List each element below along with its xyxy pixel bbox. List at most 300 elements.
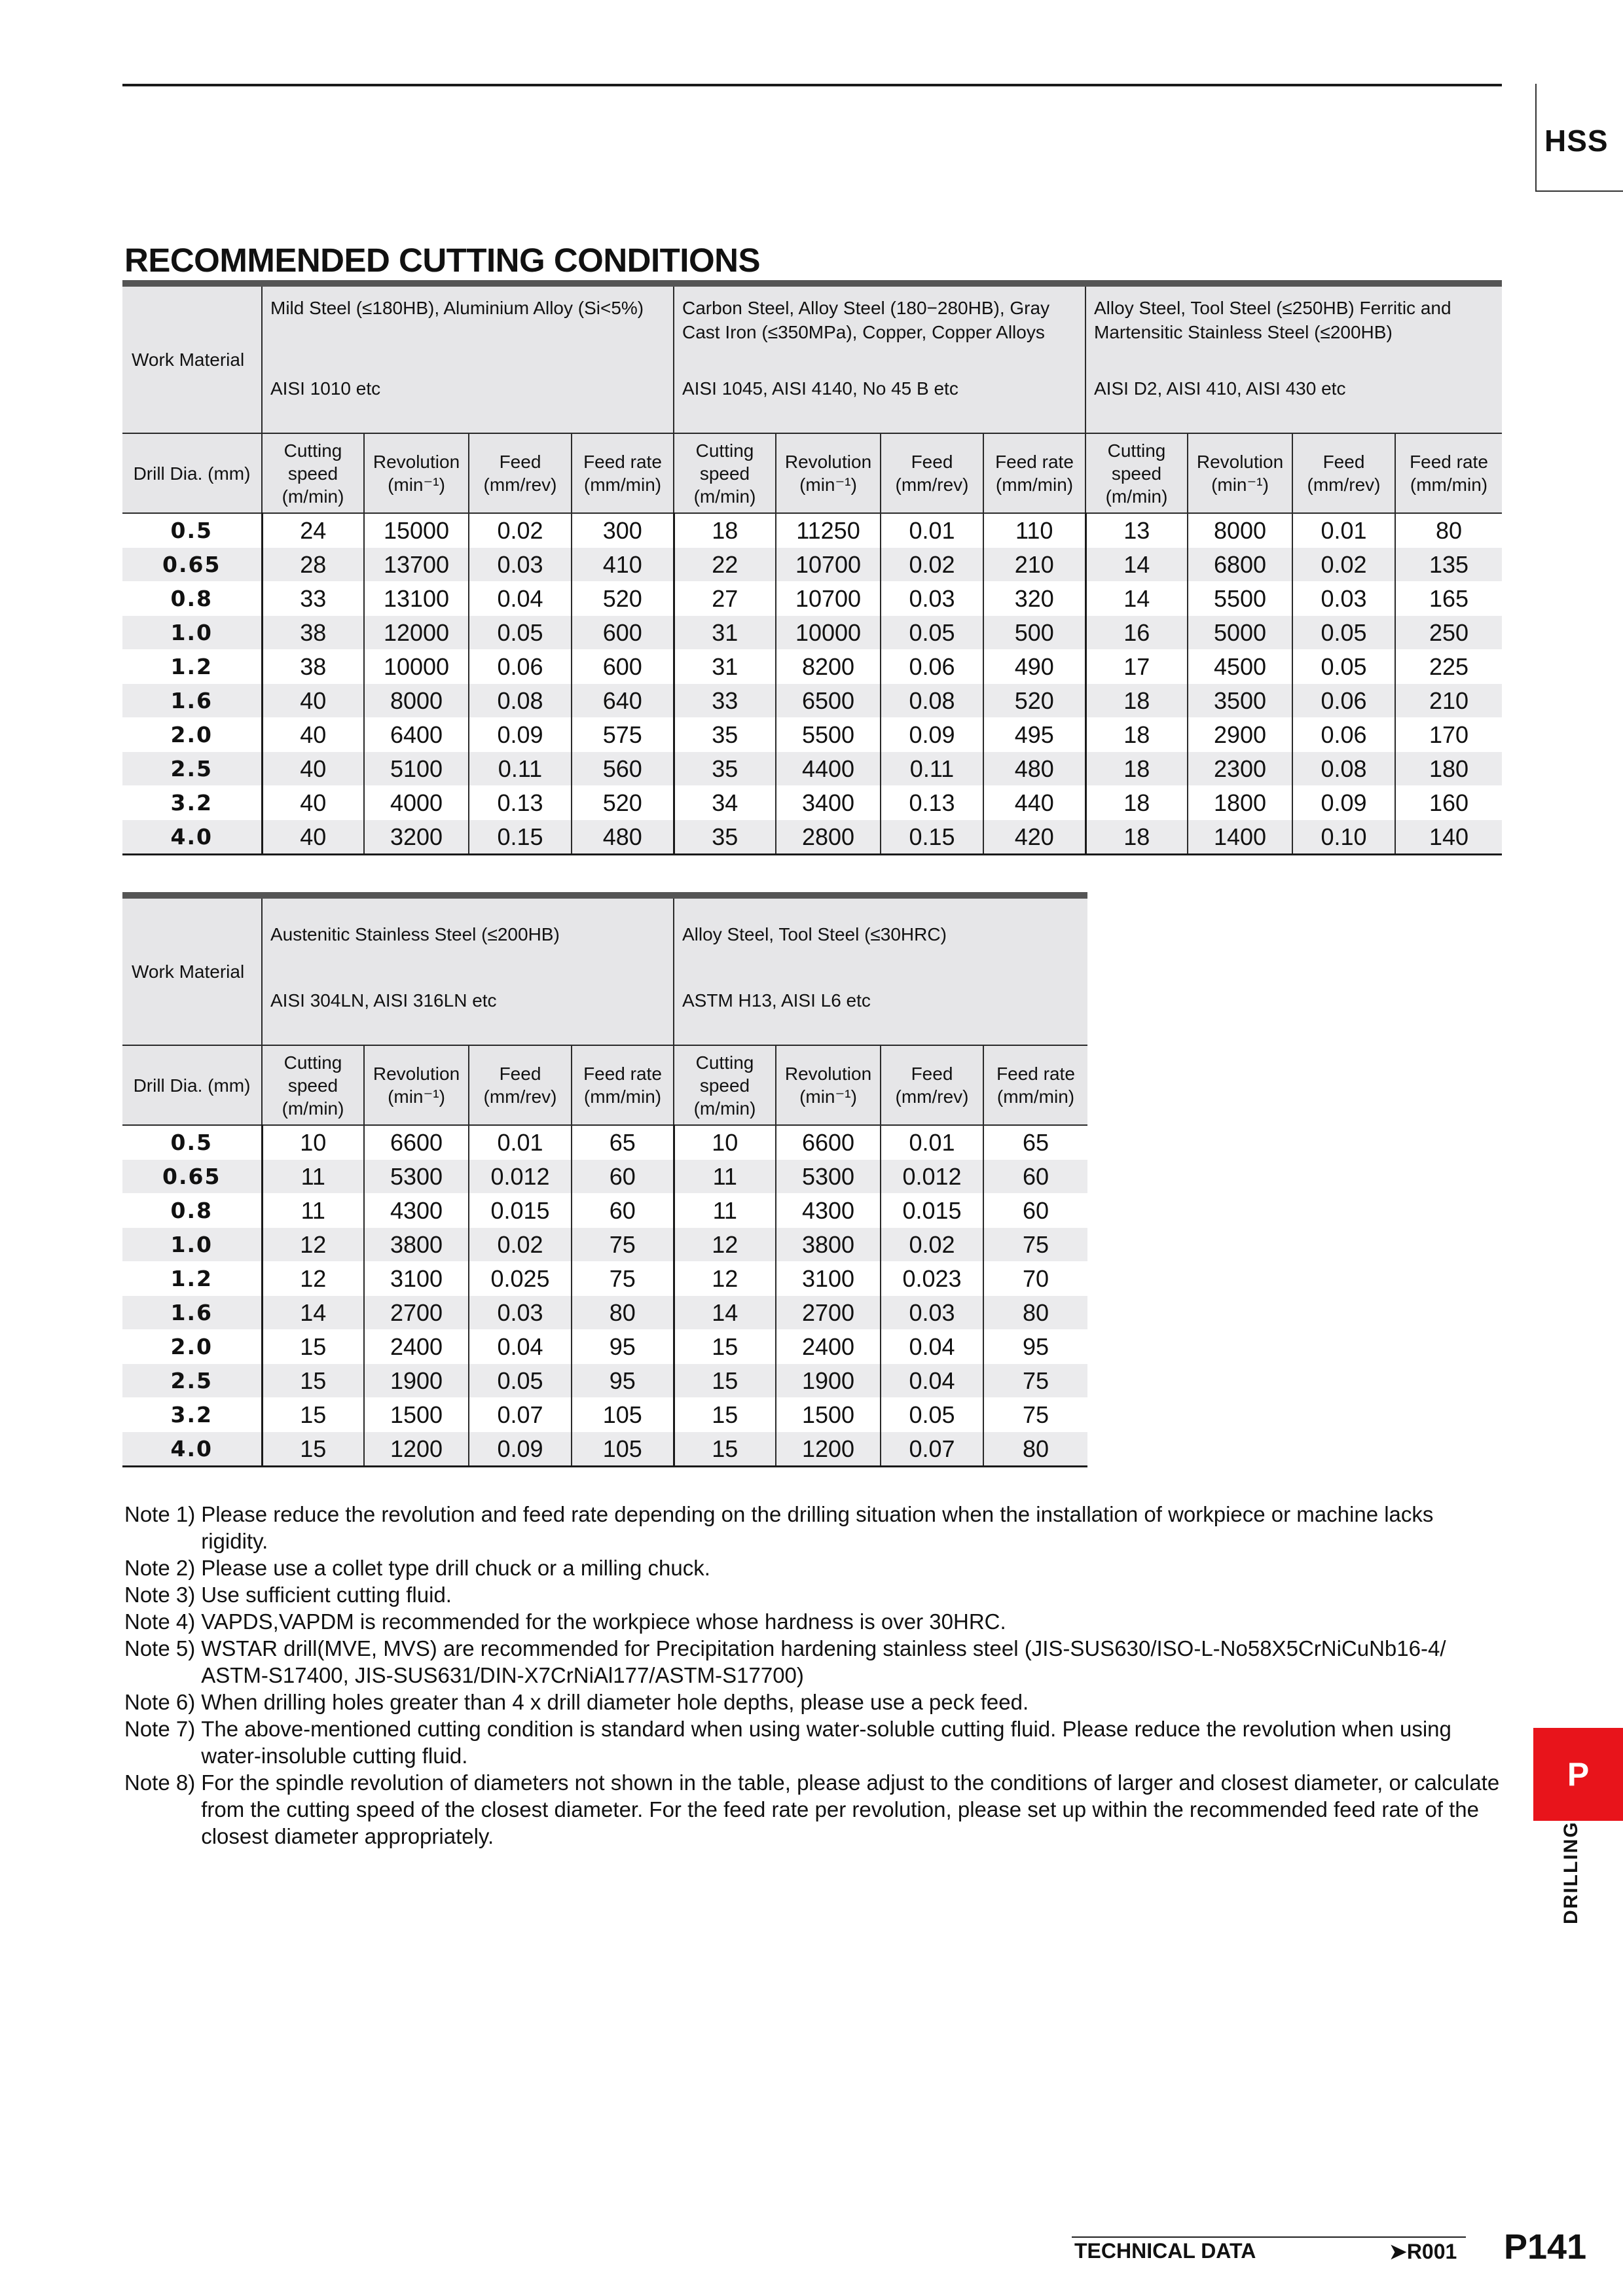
value-cell: 15 <box>262 1432 364 1467</box>
value-cell: 0.05 <box>881 1398 983 1432</box>
value-cell: 210 <box>983 548 1085 582</box>
material-cell <box>674 283 1085 433</box>
value-cell: 0.08 <box>1292 752 1395 786</box>
value-cell: 95 <box>983 1330 1087 1364</box>
note-item <box>124 1608 1506 1635</box>
value-cell: 75 <box>572 1228 674 1262</box>
value-cell: 0.05 <box>469 616 572 650</box>
value-cell: 170 <box>1395 718 1502 752</box>
cutting-conditions-table-2 <box>122 892 1087 1467</box>
value-cell: 10000 <box>776 616 881 650</box>
value-cell: 2400 <box>776 1330 881 1364</box>
value-cell: 4500 <box>1188 650 1292 684</box>
value-cell: 18 <box>1085 684 1188 718</box>
value-cell: 4300 <box>364 1194 469 1228</box>
value-cell: 40 <box>262 752 364 786</box>
value-cell: 12 <box>674 1228 776 1262</box>
material-name: Carbon Steel, Alloy Steel (180−280HB), Gray Cast Iron (≤350MPa), Copper, Copper Alloys <box>682 298 1050 342</box>
value-cell: 38 <box>262 616 364 650</box>
value-cell: 75 <box>983 1228 1087 1262</box>
table-row <box>122 1330 1087 1364</box>
feed-rate-header: Feed rate (mm/min) <box>1395 433 1502 513</box>
hss-side-tab <box>1535 84 1623 192</box>
value-cell: 165 <box>1395 582 1502 616</box>
value-cell: 31 <box>674 650 776 684</box>
value-cell: 80 <box>572 1296 674 1330</box>
value-cell: 0.04 <box>881 1364 983 1398</box>
cutting-conditions-table-1 <box>122 280 1502 855</box>
feed-header: Feed (mm/rev) <box>1292 433 1395 513</box>
revolution-header: Revolution (min⁻¹) <box>1188 433 1292 513</box>
value-cell: 8000 <box>1188 513 1292 548</box>
drill-dia-cell: 3.2 <box>122 786 262 820</box>
feed-rate-header: Feed rate (mm/min) <box>572 433 674 513</box>
drill-dia-cell: 2.0 <box>122 718 262 752</box>
material-grades: AISI 304LN, AISI 316LN etc <box>270 990 497 1011</box>
drill-dia-cell: 1.6 <box>122 684 262 718</box>
value-cell: 10000 <box>364 650 469 684</box>
value-cell: 1200 <box>364 1432 469 1467</box>
value-cell: 5000 <box>1188 616 1292 650</box>
table-row <box>122 1262 1087 1296</box>
note-number: Note 3) <box>124 1583 196 1607</box>
value-cell: 80 <box>1395 513 1502 548</box>
value-cell: 16 <box>1085 616 1188 650</box>
feed-header: Feed (mm/rev) <box>881 433 983 513</box>
cutting-speed-header: Cutting speed (m/min) <box>1085 433 1188 513</box>
table-row <box>122 684 1502 718</box>
material-cell <box>262 283 674 433</box>
value-cell: 18 <box>1085 786 1188 820</box>
value-cell: 14 <box>1085 548 1188 582</box>
drill-dia-cell: 1.2 <box>122 1262 262 1296</box>
note-item <box>124 1715 1506 1769</box>
cutting-speed-header: Cutting speed (m/min) <box>674 433 776 513</box>
table-row <box>122 1432 1087 1467</box>
value-cell: 300 <box>572 513 674 548</box>
cutting-speed-header: Cutting speed (m/min) <box>674 1045 776 1125</box>
value-cell: 75 <box>983 1398 1087 1432</box>
value-cell: 0.01 <box>881 513 983 548</box>
value-cell: 4400 <box>776 752 881 786</box>
note-text: For the spindle revolution of diameters not shown in the table, please adjust to the conditions of larger and closest diameter, or calculate from the cutting speed of the closest diameter. For the feed rate per revolution, please set up within the recommended feed rate of the closest diameter appropriately. <box>201 1770 1500 1848</box>
value-cell: 560 <box>572 752 674 786</box>
value-cell: 480 <box>572 820 674 855</box>
value-cell: 0.09 <box>881 718 983 752</box>
value-cell: 5500 <box>776 718 881 752</box>
value-cell: 0.15 <box>881 820 983 855</box>
table-row <box>122 718 1502 752</box>
drill-dia-cell: 0.65 <box>122 548 262 582</box>
value-cell: 2900 <box>1188 718 1292 752</box>
value-cell: 0.09 <box>469 1432 572 1467</box>
drill-dia-cell: 2.0 <box>122 1330 262 1364</box>
value-cell: 0.02 <box>469 513 572 548</box>
arrow-icon: ➤ <box>1389 2240 1407 2263</box>
value-cell: 0.03 <box>469 1296 572 1330</box>
value-cell: 70 <box>983 1262 1087 1296</box>
value-cell: 2700 <box>364 1296 469 1330</box>
value-cell: 60 <box>983 1194 1087 1228</box>
note-number: Note 6) <box>124 1690 196 1714</box>
value-cell: 135 <box>1395 548 1502 582</box>
table-row <box>122 1364 1087 1398</box>
value-cell: 17 <box>1085 650 1188 684</box>
value-cell: 0.023 <box>881 1262 983 1296</box>
value-cell: 1400 <box>1188 820 1292 855</box>
value-cell: 95 <box>572 1330 674 1364</box>
value-cell: 3800 <box>364 1228 469 1262</box>
value-cell: 0.13 <box>469 786 572 820</box>
hss-tab-label: HSS <box>1544 124 1609 158</box>
note-text: When drilling holes greater than 4 x drill diameter hole depths, please use a peck feed. <box>201 1690 1029 1714</box>
value-cell: 5500 <box>1188 582 1292 616</box>
value-cell: 105 <box>572 1432 674 1467</box>
value-cell: 0.11 <box>469 752 572 786</box>
section-letter: P <box>1567 1756 1590 1793</box>
value-cell: 2700 <box>776 1296 881 1330</box>
value-cell: 0.01 <box>469 1125 572 1160</box>
value-cell: 1500 <box>364 1398 469 1432</box>
value-cell: 11 <box>674 1160 776 1194</box>
value-cell: 520 <box>983 684 1085 718</box>
value-cell: 0.03 <box>1292 582 1395 616</box>
value-cell: 250 <box>1395 616 1502 650</box>
table-row <box>122 1228 1087 1262</box>
drill-dia-cell: 0.5 <box>122 513 262 548</box>
drill-dia-cell: 3.2 <box>122 1398 262 1432</box>
value-cell: 12 <box>262 1228 364 1262</box>
revolution-header: Revolution (min⁻¹) <box>776 1045 881 1125</box>
drill-dia-header: Drill Dia. (mm) <box>122 1045 262 1125</box>
value-cell: 0.01 <box>1292 513 1395 548</box>
material-grades: AISI 1010 etc <box>270 378 381 399</box>
value-cell: 65 <box>983 1125 1087 1160</box>
drill-dia-cell: 4.0 <box>122 1432 262 1467</box>
value-cell: 3500 <box>1188 684 1292 718</box>
top-rule <box>122 84 1502 86</box>
value-cell: 95 <box>572 1364 674 1398</box>
value-cell: 12 <box>674 1262 776 1296</box>
material-grades: AISI D2, AISI 410, AISI 430 etc <box>1094 378 1346 399</box>
value-cell: 1500 <box>776 1398 881 1432</box>
value-cell: 0.01 <box>881 1125 983 1160</box>
drill-dia-cell: 4.0 <box>122 820 262 855</box>
drill-dia-cell: 0.8 <box>122 1194 262 1228</box>
drill-dia-cell: 0.65 <box>122 1160 262 1194</box>
value-cell: 15 <box>674 1398 776 1432</box>
note-text: Please reduce the revolution and feed rate depending on the drilling situation when the installation of workpiece or machine lacks rigidity. <box>201 1502 1434 1553</box>
value-cell: 0.09 <box>469 718 572 752</box>
value-cell: 1900 <box>364 1364 469 1398</box>
value-cell: 0.012 <box>469 1160 572 1194</box>
value-cell: 18 <box>1085 718 1188 752</box>
material-name: Alloy Steel, Tool Steel (≤30HRC) <box>682 924 947 944</box>
value-cell: 8000 <box>364 684 469 718</box>
value-cell: 600 <box>572 650 674 684</box>
value-cell: 5300 <box>364 1160 469 1194</box>
value-cell: 0.10 <box>1292 820 1395 855</box>
note-text: The above-mentioned cutting condition is standard when using water-soluble cutting fluid. Please reduce the revolution when using water-insoluble cutting fluid. <box>201 1717 1451 1768</box>
value-cell: 0.05 <box>881 616 983 650</box>
value-cell: 2800 <box>776 820 881 855</box>
value-cell: 0.07 <box>881 1432 983 1467</box>
value-cell: 1800 <box>1188 786 1292 820</box>
value-cell: 225 <box>1395 650 1502 684</box>
material-cell <box>674 895 1087 1045</box>
notes-section <box>124 1501 1506 1850</box>
value-cell: 160 <box>1395 786 1502 820</box>
value-cell: 110 <box>983 513 1085 548</box>
value-cell: 6400 <box>364 718 469 752</box>
value-cell: 35 <box>674 820 776 855</box>
value-cell: 410 <box>572 548 674 582</box>
value-cell: 40 <box>262 718 364 752</box>
value-cell: 12000 <box>364 616 469 650</box>
table-2-data-rows <box>122 1125 1087 1467</box>
material-row <box>122 895 1087 1045</box>
value-cell: 0.11 <box>881 752 983 786</box>
value-cell: 35 <box>674 752 776 786</box>
value-cell: 0.015 <box>881 1194 983 1228</box>
table-row <box>122 1160 1087 1194</box>
value-cell: 105 <box>572 1398 674 1432</box>
material-name: Alloy Steel, Tool Steel (≤250HB) Ferritic and Martensitic Stainless Steel (≤200HB) <box>1094 298 1451 342</box>
value-cell: 13700 <box>364 548 469 582</box>
value-cell: 0.04 <box>469 1330 572 1364</box>
feed-header: Feed (mm/rev) <box>881 1045 983 1125</box>
drill-dia-cell: 2.5 <box>122 1364 262 1398</box>
value-cell: 15 <box>674 1364 776 1398</box>
value-cell: 4300 <box>776 1194 881 1228</box>
revolution-header: Revolution (min⁻¹) <box>364 1045 469 1125</box>
page-reference-link[interactable] <box>1389 2239 1457 2264</box>
value-cell: 1900 <box>776 1364 881 1398</box>
value-cell: 60 <box>572 1194 674 1228</box>
value-cell: 3200 <box>364 820 469 855</box>
value-cell: 0.07 <box>469 1398 572 1432</box>
value-cell: 0.13 <box>881 786 983 820</box>
value-cell: 10 <box>674 1125 776 1160</box>
value-cell: 28 <box>262 548 364 582</box>
value-cell: 0.02 <box>881 1228 983 1262</box>
value-cell: 40 <box>262 820 364 855</box>
value-cell: 11 <box>262 1160 364 1194</box>
table-row <box>122 616 1502 650</box>
value-cell: 27 <box>674 582 776 616</box>
value-cell: 0.15 <box>469 820 572 855</box>
value-cell: 80 <box>983 1296 1087 1330</box>
table-row <box>122 1296 1087 1330</box>
value-cell: 11250 <box>776 513 881 548</box>
value-cell: 75 <box>983 1364 1087 1398</box>
drill-dia-cell: 1.6 <box>122 1296 262 1330</box>
value-cell: 8200 <box>776 650 881 684</box>
column-header-row <box>122 1045 1087 1125</box>
value-cell: 0.015 <box>469 1194 572 1228</box>
section-tab-p <box>1533 1728 1623 1821</box>
value-cell: 0.05 <box>1292 650 1395 684</box>
reference-page: R001 <box>1406 2240 1457 2263</box>
value-cell: 2400 <box>364 1330 469 1364</box>
feed-rate-header: Feed rate (mm/min) <box>572 1045 674 1125</box>
footer-rule <box>1072 2236 1466 2238</box>
section-name-vertical: DRILLING <box>1560 1821 1582 1924</box>
value-cell: 320 <box>983 582 1085 616</box>
value-cell: 22 <box>674 548 776 582</box>
value-cell: 13 <box>1085 513 1188 548</box>
note-item <box>124 1769 1506 1850</box>
value-cell: 15 <box>262 1398 364 1432</box>
table-row <box>122 752 1502 786</box>
note-item <box>124 1635 1506 1689</box>
value-cell: 14 <box>1085 582 1188 616</box>
value-cell: 0.04 <box>469 582 572 616</box>
value-cell: 500 <box>983 616 1085 650</box>
column-header-row <box>122 433 1502 513</box>
drill-dia-cell: 0.5 <box>122 1125 262 1160</box>
value-cell: 35 <box>674 718 776 752</box>
value-cell: 575 <box>572 718 674 752</box>
technical-data-link[interactable]: TECHNICAL DATA <box>1074 2239 1256 2263</box>
value-cell: 180 <box>1395 752 1502 786</box>
value-cell: 6800 <box>1188 548 1292 582</box>
value-cell: 0.06 <box>1292 718 1395 752</box>
drill-dia-cell: 1.2 <box>122 650 262 684</box>
value-cell: 38 <box>262 650 364 684</box>
value-cell: 34 <box>674 786 776 820</box>
cutting-speed-header: Cutting speed (m/min) <box>262 1045 364 1125</box>
value-cell: 3800 <box>776 1228 881 1262</box>
note-text: Please use a collet type drill chuck or a milling chuck. <box>201 1556 710 1580</box>
value-cell: 3100 <box>776 1262 881 1296</box>
note-text: VAPDS,VAPDM is recommended for the workpiece whose hardness is over 30HRC. <box>201 1609 1006 1634</box>
feed-header: Feed (mm/rev) <box>469 433 572 513</box>
note-item <box>124 1689 1506 1715</box>
table-row <box>122 1194 1087 1228</box>
value-cell: 24 <box>262 513 364 548</box>
value-cell: 18 <box>674 513 776 548</box>
material-grades: AISI 1045, AISI 4140, No 45 B etc <box>682 378 958 399</box>
value-cell: 600 <box>572 616 674 650</box>
value-cell: 0.02 <box>1292 548 1395 582</box>
value-cell: 0.05 <box>469 1364 572 1398</box>
table-1-data-rows <box>122 513 1502 855</box>
value-cell: 0.09 <box>1292 786 1395 820</box>
value-cell: 0.06 <box>1292 684 1395 718</box>
value-cell: 1200 <box>776 1432 881 1467</box>
value-cell: 0.025 <box>469 1262 572 1296</box>
drill-dia-cell: 1.0 <box>122 1228 262 1262</box>
value-cell: 13100 <box>364 582 469 616</box>
value-cell: 520 <box>572 786 674 820</box>
value-cell: 10 <box>262 1125 364 1160</box>
value-cell: 15 <box>674 1432 776 1467</box>
note-number: Note 8) <box>124 1770 196 1795</box>
value-cell: 11 <box>262 1194 364 1228</box>
table-row <box>122 820 1502 855</box>
note-text: WSTAR drill(MVE, MVS) are recommended for Precipitation hardening stainless steel (JIS-SUS630/ISO-L-No58X5CrNiCuNb16-4/ ASTM-S17400, JIS-SUS631/DIN-X7CrNiAl177/ASTM-S17700) <box>201 1636 1446 1687</box>
value-cell: 18 <box>1085 752 1188 786</box>
value-cell: 40 <box>262 684 364 718</box>
value-cell: 0.08 <box>881 684 983 718</box>
note-item <box>124 1501 1506 1554</box>
value-cell: 75 <box>572 1262 674 1296</box>
value-cell: 140 <box>1395 820 1502 855</box>
value-cell: 210 <box>1395 684 1502 718</box>
value-cell: 0.03 <box>469 548 572 582</box>
note-text: Use sufficient cutting fluid. <box>201 1583 452 1607</box>
value-cell: 6600 <box>776 1125 881 1160</box>
value-cell: 3400 <box>776 786 881 820</box>
table-row <box>122 650 1502 684</box>
value-cell: 520 <box>572 582 674 616</box>
value-cell: 0.04 <box>881 1330 983 1364</box>
material-cell <box>1085 283 1502 433</box>
value-cell: 640 <box>572 684 674 718</box>
value-cell: 3100 <box>364 1262 469 1296</box>
material-name: Mild Steel (≤180HB), Aluminium Alloy (Si<5%) <box>270 298 644 318</box>
value-cell: 5300 <box>776 1160 881 1194</box>
value-cell: 0.06 <box>469 650 572 684</box>
note-number: Note 4) <box>124 1609 196 1634</box>
table-row <box>122 1125 1087 1160</box>
material-name: Austenitic Stainless Steel (≤200HB) <box>270 924 560 944</box>
drill-dia-cell: 0.8 <box>122 582 262 616</box>
value-cell: 495 <box>983 718 1085 752</box>
table-row <box>122 582 1502 616</box>
value-cell: 4000 <box>364 786 469 820</box>
material-cell <box>262 895 674 1045</box>
work-material-label: Work Material <box>122 283 262 433</box>
value-cell: 0.06 <box>881 650 983 684</box>
value-cell: 6500 <box>776 684 881 718</box>
table-row <box>122 786 1502 820</box>
value-cell: 11 <box>674 1194 776 1228</box>
note-number: Note 5) <box>124 1636 196 1660</box>
material-row <box>122 283 1502 433</box>
feed-rate-header: Feed rate (mm/min) <box>983 433 1085 513</box>
value-cell: 0.02 <box>469 1228 572 1262</box>
value-cell: 33 <box>674 684 776 718</box>
note-number: Note 7) <box>124 1717 196 1741</box>
value-cell: 80 <box>983 1432 1087 1467</box>
value-cell: 0.08 <box>469 684 572 718</box>
value-cell: 12 <box>262 1262 364 1296</box>
value-cell: 18 <box>1085 820 1188 855</box>
value-cell: 15000 <box>364 513 469 548</box>
value-cell: 10700 <box>776 582 881 616</box>
cutting-speed-header: Cutting speed (m/min) <box>262 433 364 513</box>
value-cell: 0.02 <box>881 548 983 582</box>
note-item <box>124 1554 1506 1581</box>
page-title: RECOMMENDED CUTTING CONDITIONS <box>124 242 760 279</box>
note-number: Note 1) <box>124 1502 196 1526</box>
value-cell: 14 <box>674 1296 776 1330</box>
value-cell: 33 <box>262 582 364 616</box>
value-cell: 40 <box>262 786 364 820</box>
drill-dia-cell: 1.0 <box>122 616 262 650</box>
value-cell: 480 <box>983 752 1085 786</box>
value-cell: 14 <box>262 1296 364 1330</box>
value-cell: 15 <box>262 1330 364 1364</box>
value-cell: 0.03 <box>881 582 983 616</box>
value-cell: 60 <box>983 1160 1087 1194</box>
value-cell: 15 <box>262 1364 364 1398</box>
value-cell: 0.012 <box>881 1160 983 1194</box>
value-cell: 31 <box>674 616 776 650</box>
value-cell: 15 <box>674 1330 776 1364</box>
